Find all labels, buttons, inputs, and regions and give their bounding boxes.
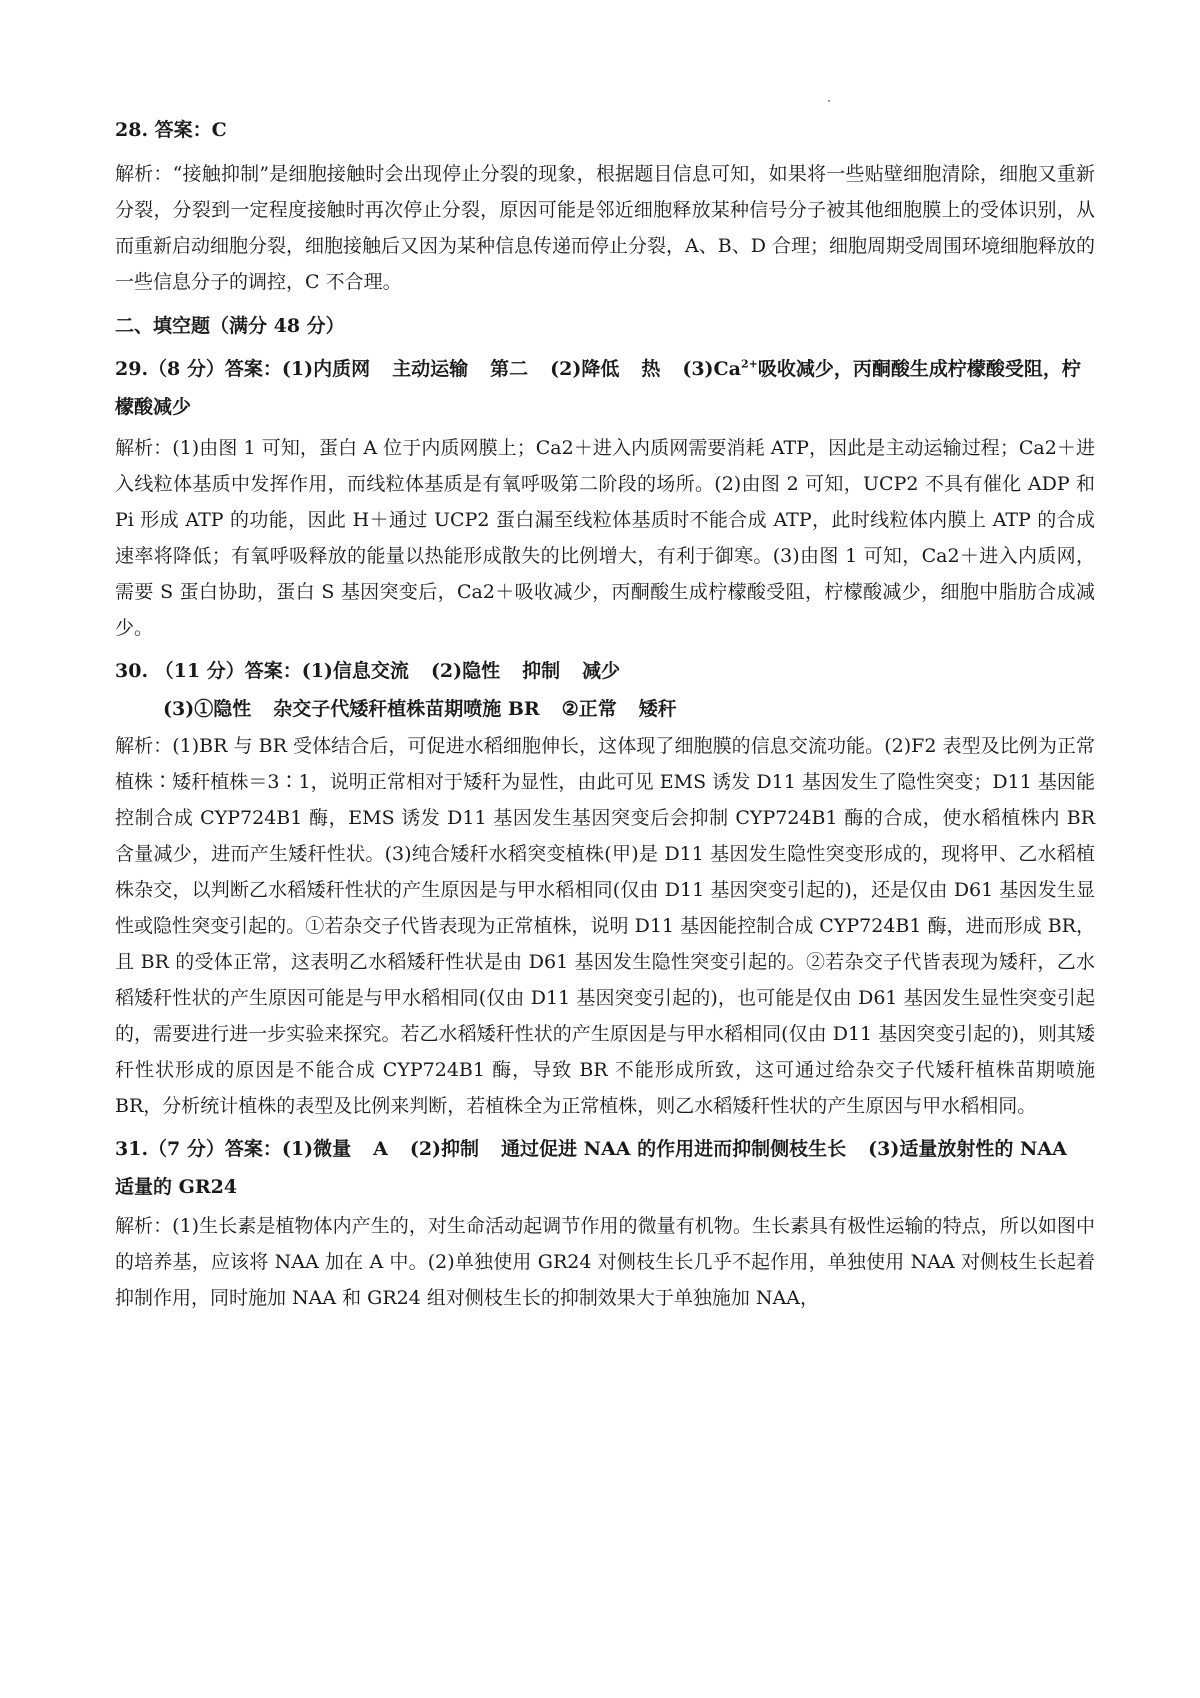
- section-title: 二、填空题（满分 48 分）: [115, 315, 345, 337]
- q30-answer-3: 抑制: [522, 660, 561, 682]
- q28-answer: 28. 答案：C: [115, 119, 227, 141]
- q29-answer-5: 热: [641, 358, 661, 380]
- q29-answer-3: 第二: [490, 358, 529, 380]
- q30-analysis: 解析：(1)BR 与 BR 受体结合后，可促进水稻细胞伸长，这体现了细胞膜的信息交流功能。(2)F2 表型及比例为正常植株∶矮秆植株＝3∶1，说明正常相对于矮秆为显性，由此可见 EMS 诱发 D11 基因发生了隐性突变；D11 基因能控制合成 CYP724B1 酶，EMS 诱发 D11 基因发生基因突变后会抑制 CYP724B1 酶的合成，使水稻植株内 BR 含量减少，进而产生矮秆性状。(3)纯合矮秆水稻突变植株(甲)是 D11 基因发生隐性突变形成的，现将甲、乙水稻植株杂交，以判断乙水稻矮秆性状的产生原因是与甲水稻相同(仅由 D11 基因突变引起的)，还是仅由 D61 基因发生显性或隐性突变引起的。①若杂交子代皆表现为正常植株，说明 D11 基因能控制合成 CYP724B1 酶，进而形成 BR，且 BR 的受体正常，这表明乙水稻矮秆性状是由 D61 基因发生隐性突变引起的。②若杂交子代皆表现为矮秆，乙水稻矮秆性状的产生原因可能是与甲水稻相同(仅由 D11 基因突变引起的)，也可能是仅由 D61 基因发生显性突变引起的，需要进行进一步实验来探究。若乙水稻矮秆性状的产生原因是与甲水稻相同(仅由 D11 基因突变引起的)，则其矮秆性状形成的原因是不能合成 CYP724B1 酶，导致 BR 不能形成所致，这可通过给杂交子代矮秆植株苗期喷施 BR，分析统计植株的表型及比例来判断，若植株全为正常植株，则乙水稻矮秆性状的产生原因与甲水稻相同。: [115, 735, 1095, 1117]
- q30-answer-5: (3)①隐性: [163, 698, 252, 720]
- q30-answer-8: 矮秆: [638, 698, 677, 720]
- q31-answer-5: (3)适量放射性的 NAA: [868, 1138, 1067, 1160]
- q30-answer-line2: [115, 690, 1095, 728]
- q30-answer-7: ②正常: [561, 698, 617, 720]
- q31-answer-3: (2)抑制: [409, 1138, 480, 1160]
- answer-sheet: [115, 112, 1095, 1316]
- q30-answer-1: 30. （11 分）答案：(1)信息交流: [115, 660, 409, 682]
- q29-answer-1: 29.（8 分）答案：(1)内质网: [115, 358, 371, 380]
- q29-answer-6-sup: 2+: [740, 357, 758, 371]
- q29-answer-2: 主动运输: [392, 358, 469, 380]
- q29-analysis: 解析：(1)由图 1 可知，蛋白 A 位于内质网膜上；Ca2＋进入内质网需要消耗 ATP，因此是主动运输过程；Ca2＋进入线粒体基质中发挥作用，而线粒体基质是有氧呼吸第二阶段的场所。(2)由图 2 可知，UCP2 不具有催化 ADP 和 Pi 形成 ATP 的功能，因此 H＋通过 UCP2 蛋白漏至线粒体基质时不能合成 ATP，此时线粒体内膜上 ATP 的合成速率将降低；有氧呼吸释放的能量以热能形成散失的比例增大，有利于御寒。(3)由图 1 可知，Ca2＋进入内质网，需要 S 蛋白协助，蛋白 S 基因突变后，Ca2＋吸收减少，丙酮酸生成柠檬酸受阻，柠檬酸减少，细胞中脂肪合成减少。: [115, 437, 1095, 639]
- q31-analysis: 解析：(1)生长素是植物体内产生的，对生命活动起调节作用的微量有机物。生长素具有极性运输的特点，所以如图中的培养基，应该将 NAA 加在 A 中。(2)单独使用 GR24 对侧枝生长几乎不起作用，单独使用 NAA 对侧枝生长起着抑制作用，同时施加 NAA 和 GR24 组对侧枝生长的抑制效果大于单独施加 NAA，: [115, 1215, 1095, 1309]
- q31-answer: [115, 1130, 1095, 1206]
- q30-answer-2: (2)隐性: [430, 660, 501, 682]
- q29-answer-6-post: 吸收减少，丙酮酸生成柠檬酸受阻，柠檬酸减少: [115, 358, 1081, 418]
- q29-answer: [115, 350, 1095, 426]
- q28-analysis: 解析：“接触抑制”是细胞接触时会出现停止分裂的现象，根据题目信息可知，如果将一些贴壁细胞清除，细胞又重新分裂，分裂到一定程度接触时再次停止分裂，原因可能是邻近细胞释放某种信号分子被其他细胞膜上的受体识别，从而重新启动细胞分裂，细胞接触后又因为某种信息传递而停止分裂，A、B、D 合理；细胞周期受周围环境细胞释放的一些信息分子的调控，C 不合理。: [115, 163, 1095, 293]
- q31-answer-6: 适量的 GR24: [115, 1176, 238, 1198]
- q29-answer-6-pre: (3)Ca: [682, 358, 741, 380]
- scan-speck: [828, 100, 830, 102]
- q29-answer-4: (2)降低: [550, 358, 620, 380]
- q31-answer-4: 通过促进 NAA 的作用进而抑制侧枝生长: [501, 1138, 847, 1160]
- q30-answer-6: 杂交子代矮秆植株苗期喷施 BR: [273, 698, 540, 720]
- q30-answer-4: 减少: [582, 660, 621, 682]
- q30-answer: [115, 652, 1095, 690]
- q31-answer-2: A: [373, 1138, 388, 1160]
- q31-answer-1: 31.（7 分）答案：(1)微量: [115, 1138, 352, 1160]
